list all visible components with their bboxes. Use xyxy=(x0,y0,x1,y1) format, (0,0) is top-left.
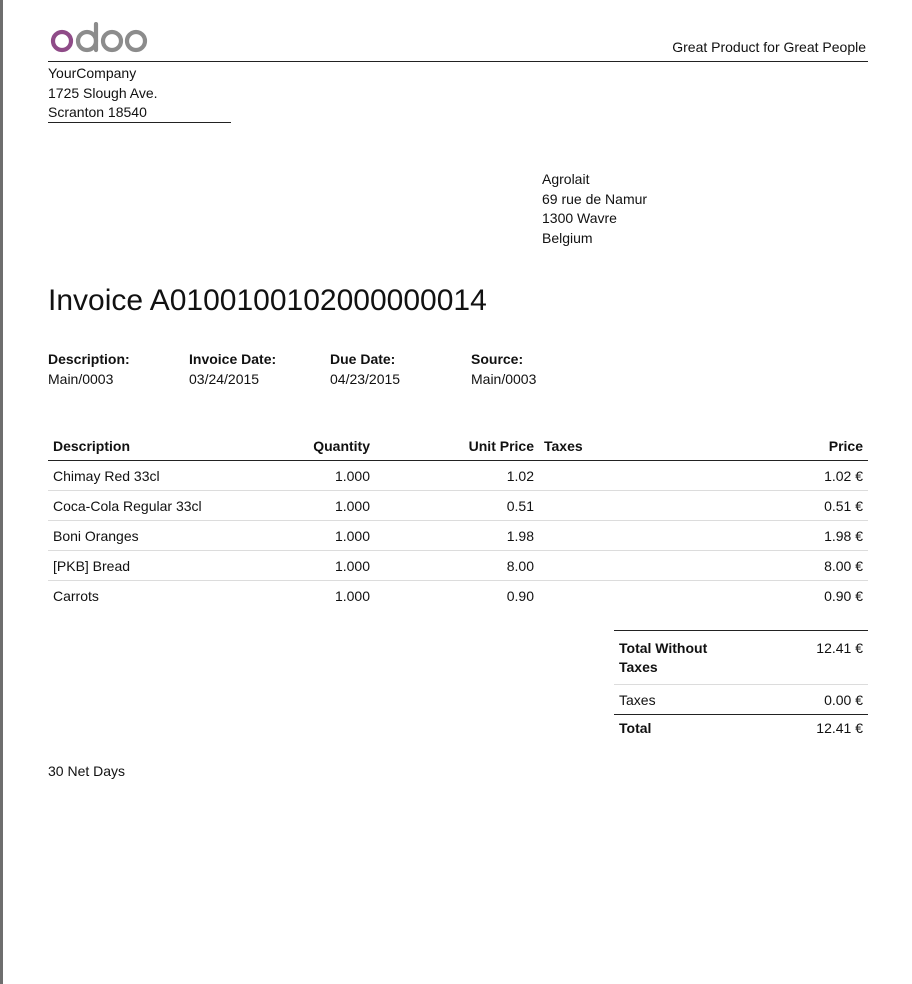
line-price: 1.02 € xyxy=(631,461,868,491)
line-taxes xyxy=(539,581,631,611)
info-description xyxy=(48,350,130,390)
total-row xyxy=(614,715,868,743)
line-price: 8.00 € xyxy=(631,551,868,581)
logo-letter-o-grey-1 xyxy=(103,32,121,50)
info-value: 03/24/2015 xyxy=(189,371,260,387)
taxes-value: 0.00 € xyxy=(754,685,868,715)
odoo-logo xyxy=(50,22,150,56)
table-row xyxy=(48,551,868,581)
logo-letter-d-bowl xyxy=(78,32,96,50)
company-tagline: Great Product for Great People xyxy=(672,39,866,55)
line-unit-price: 0.51 xyxy=(375,491,539,521)
company-address xyxy=(48,64,230,123)
info-label: Invoice Date: xyxy=(189,351,277,367)
info-label: Source: xyxy=(471,351,524,367)
logo-letter-o-grey-2 xyxy=(127,32,145,50)
logo-letter-o-purple xyxy=(53,32,71,50)
line-quantity: 1.000 xyxy=(334,587,370,604)
info-label: Due Date: xyxy=(330,351,396,367)
subtotal-label: Total Without Taxes xyxy=(614,631,754,685)
company-city: Scranton 18540 xyxy=(48,104,147,120)
line-price: 1.98 € xyxy=(631,521,868,551)
total-label: Total xyxy=(619,720,652,736)
line-description: Coca-Cola Regular 33cl xyxy=(48,491,286,521)
line-unit-price: 8.00 xyxy=(375,551,539,581)
line-taxes xyxy=(539,521,631,551)
subtotal-value: 12.41 € xyxy=(754,631,868,685)
table-row xyxy=(48,491,868,521)
line-taxes xyxy=(539,551,631,581)
table-row xyxy=(48,461,868,491)
line-description: Carrots xyxy=(53,587,99,604)
line-taxes xyxy=(539,461,631,491)
col-header-description: Description xyxy=(48,432,286,461)
company-street: 1725 Slough Ave. xyxy=(48,84,158,101)
header-divider xyxy=(48,61,868,62)
line-quantity: 1.000 xyxy=(286,461,375,491)
line-description: Boni Oranges xyxy=(48,521,286,551)
col-header-price: Price xyxy=(631,432,868,461)
customer-street: 69 rue de Namur xyxy=(542,190,648,207)
total-value: 12.41 € xyxy=(816,720,863,736)
info-value: Main/0003 xyxy=(471,371,537,387)
table-row xyxy=(48,521,868,551)
company-name: YourCompany xyxy=(48,65,137,81)
customer-address xyxy=(542,170,647,249)
line-description: Chimay Red 33cl xyxy=(48,461,286,491)
customer-name: Agrolait xyxy=(542,171,590,187)
col-header-unit-price: Unit Price xyxy=(375,432,539,461)
subtotal-row xyxy=(614,631,868,685)
payment-term: 30 Net Days xyxy=(48,763,126,779)
col-header-taxes: Taxes xyxy=(539,432,631,461)
invoice-title: Invoice A0100100102000000014 xyxy=(48,284,487,317)
line-quantity: 1.000 xyxy=(286,521,375,551)
taxes-row xyxy=(614,685,868,715)
info-source xyxy=(471,350,536,390)
table-header-row xyxy=(48,432,868,461)
info-due-date xyxy=(330,350,400,390)
line-unit-price: 0.90 xyxy=(506,587,534,604)
line-price: 0.90 € xyxy=(824,587,863,604)
line-quantity: 1.000 xyxy=(286,491,375,521)
company-address-divider xyxy=(48,122,231,123)
line-unit-price: 1.98 xyxy=(375,521,539,551)
info-invoice-date xyxy=(189,350,276,390)
info-label: Description: xyxy=(48,351,130,367)
line-price: 0.51 € xyxy=(631,491,868,521)
info-value: Main/0003 xyxy=(48,371,114,387)
customer-country: Belgium xyxy=(542,230,593,247)
line-taxes xyxy=(539,491,631,521)
line-description: [PKB] Bread xyxy=(48,551,286,581)
line-quantity: 1.000 xyxy=(286,551,375,581)
table-row xyxy=(48,581,868,611)
info-value: 04/23/2015 xyxy=(330,371,401,387)
invoice-lines-table xyxy=(48,432,868,610)
customer-city: 1300 Wavre xyxy=(542,210,617,227)
totals-table xyxy=(614,630,868,742)
taxes-label: Taxes xyxy=(614,685,754,715)
line-unit-price: 1.02 xyxy=(375,461,539,491)
col-header-quantity: Quantity xyxy=(286,432,375,461)
